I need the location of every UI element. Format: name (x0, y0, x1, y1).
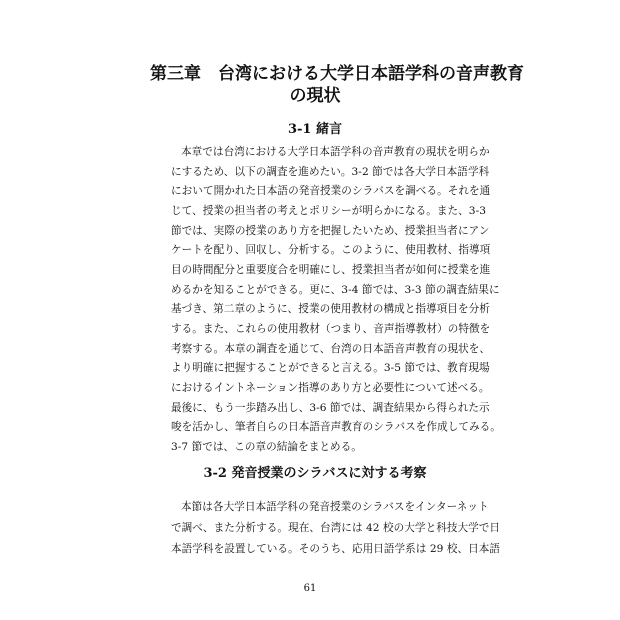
paragraph-line: におけるイントネーション指導のあり方と必要性について述べる。 (171, 382, 490, 394)
page-number: 61 (303, 583, 317, 594)
paragraph-line: めるかを知ることができる。更に、3-4 節では、3-3 節の調査結果に (171, 284, 500, 296)
chapter-title-line-1: 第三章 台湾における大学日本語学科の音声教育 (150, 64, 524, 84)
paragraph-line: 目の時間配分と重要度合を明確にし、授業担当者が如何に授業を進 (171, 264, 491, 276)
paragraph-line: 最後に、もう一歩踏み出し、3-6 節では、調査結果から得られた示 (171, 402, 490, 414)
paragraph-line: 3-7 節では、この章の結論をまとめる。 (171, 441, 362, 453)
section-heading-3-1: 3-1 緒言 (287, 122, 342, 137)
paragraph-line: 本語学科を設置している。そのうち、応用日語学系は 29 校、日本語 (171, 543, 501, 555)
paragraph-line: にするため、以下の調査を進めたい。3-2 節では各大学日本語学科 (171, 166, 490, 178)
paragraph-line: より明確に把握することができると言える。3-5 節では、教育現場 (171, 362, 490, 374)
paragraph-line: 節では、実際の授業のあり方を把握したいため、授業担当者にアン (171, 225, 490, 237)
paragraph-line: 考察する。本章の調査を通じて、台湾の日本語音声教育の現状を、 (171, 343, 491, 355)
paragraph-line: ケートを配り、回収し、分析する。このように、使用教材、指導項 (171, 244, 491, 256)
paragraph-line: する。また、これらの使用教材（つまり、音声指導教材）の特徴を (171, 323, 491, 335)
paragraph-line: じて、授業の担当者の考えとポリシーが明らかになる。また、3-3 (171, 205, 487, 217)
section-heading-3-2: 3-2 発音授業のシラバスに対する考察 (203, 466, 427, 481)
paragraph-line: で調べ、また分析する。現在、台湾には 42 校の大学と科技大学で日 (171, 522, 501, 534)
paragraph-line: 基づき、第二章のように、授業の使用教材の構成と指導項目を分析 (171, 303, 490, 315)
chapter-title-line-2: の現状 (289, 86, 341, 106)
paragraph-line: 唆を活かし、筆者自らの日本語音声教育のシラバスを作成してみる。 (171, 421, 501, 433)
paragraph-line: 本章では台湾における大学日本語学科の音声教育の現状を明らか (181, 146, 490, 158)
paragraph-line: において開かれた日本語の発音授業のシラバスを調べる。それを通 (171, 185, 491, 197)
paragraph-line: 本節は各大学日本語学科の発音授業のシラバスをインターネット (181, 501, 489, 513)
